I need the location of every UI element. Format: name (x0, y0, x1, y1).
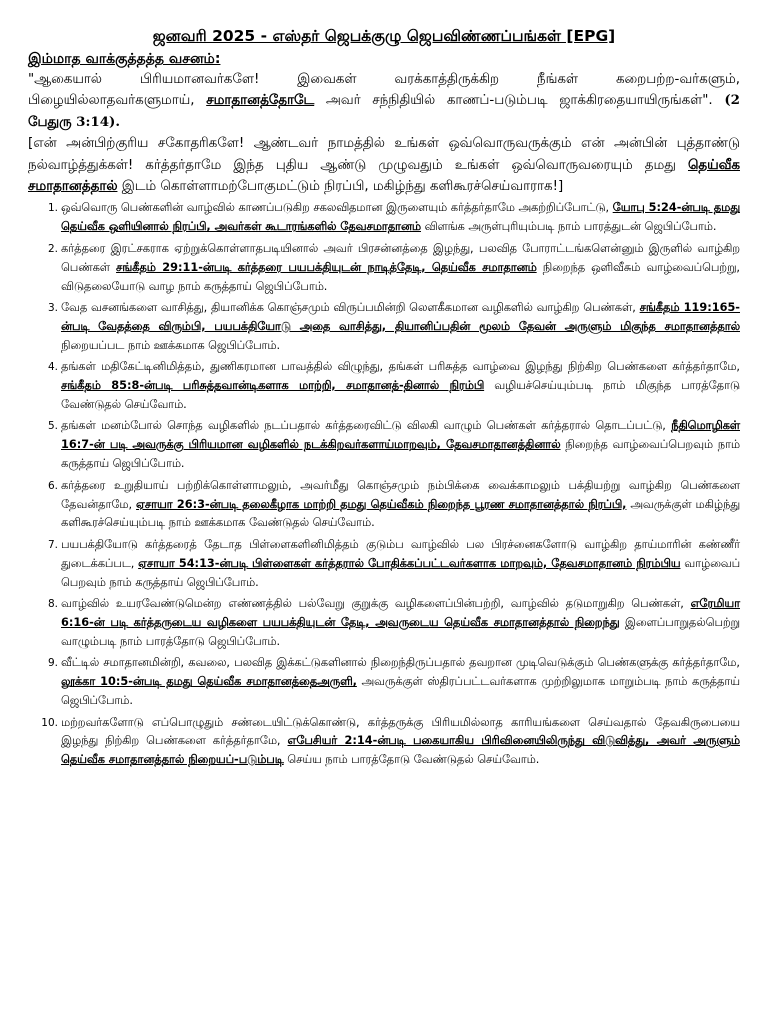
prayer-item (47, 299, 740, 356)
scripture-reference-highlight: எரேமியா 6:16-ன் படி கர்த்தருடைய வழிகளை பயபக்தியுடன் தேடி, அவருடைய தெய்வீக சமாதானத்தால் நிறைந்து (61, 597, 740, 629)
text-run: நிறைந்த ஒளிவீசும் வாழ்வைப்பெற்று, விடுதலையோடு வாழ நாம் கருத்தாய் ஜெபிப்போம். (61, 260, 740, 293)
verse-reference: (2 பேதுரு 3:14). (28, 92, 740, 130)
prayer-item-number: 1. (47, 202, 58, 215)
text-run: அவருக்குள் ஸ்திரப்பட்டவர்களாக முற்றிலுமாக மாறும்படி நாம் கருத்தாய் ஜெபிப்போம். (61, 675, 740, 708)
prayer-item-number: 4. (47, 361, 58, 374)
text-run: அவர் சந்நிதியில் காணப்-படும்படி ஜாக்கிரதையாயிருங்கள்". (314, 93, 725, 109)
prayer-item-number: 10. (41, 716, 58, 729)
prayer-item (47, 654, 740, 711)
scripture-reference-highlight: ஏசாயா 26:3-ன்படி தலைகீழாக மாற்றி தமது தெய்வீகம் நிறைந்த பூரண சமாதானத்தால் நிரப்பி, (136, 497, 627, 511)
prayer-item-number: 6. (47, 479, 58, 492)
document-title: ஜனவரி 2025 - எஸ்தர் ஜெபக்குழு ஜெபவிண்ணப்பங்கள் [EPG] (152, 27, 616, 45)
prayer-item (47, 358, 740, 415)
scripture-reference-highlight: சமாதானத்தோடே (206, 93, 315, 109)
text-run: விளங்க அருள்புரியும்படி நாம் பாரத்துடன் ஜெபிப்போம். (421, 220, 717, 234)
text-run: வீட்டில் சமாதானமின்றி, கவலை, பலவித இக்கட்டுகளினால் நிறைந்திருப்பதால் தவறான முடிவெடுக்கும் பெண்களுக்கு கர்த்தர்தாமே, (61, 656, 740, 670)
text-run: வாழ்வில் உயரவேண்டுமென்ற எண்ணத்தில் பல்வேறு குறுக்கு வழிகளைப்பின்பற்றி, வாழ்வில் தடுமாறுகிற பெண்கள், (61, 597, 691, 611)
prayer-item (47, 199, 740, 237)
text-run: தங்கள் மனம்போல் சொந்த வழிகளில் நடப்பதால் கர்த்தரைவிட்டு விலகி வாழும் பெண்கள் கர்த்தரால் தொடப்பட்டு, (61, 419, 672, 433)
greeting-paragraph (28, 133, 740, 197)
prayer-item (41, 714, 740, 771)
text-run: செய்ய நாம் பாரத்தோடு வேண்டுதல் செய்வோம். (283, 753, 540, 767)
prayer-item-number: 9. (47, 657, 58, 670)
text-run: "ஆகையால் பிரியமானவர்களே! இவைகள் வரக்காத்திருக்கிற நீங்கள் கறைபற்ற-வர்களும், பிழையில்லாதவர்களுமாய், (28, 72, 740, 109)
prayer-item (47, 240, 740, 297)
scripture-reference-highlight: யோபு 5:24-ன்படி தமது தெய்வீக ஒளியினால் நிரப்பி, அவர்கள் கூடாரங்களில் தேவசமாதானம் (61, 201, 740, 234)
scripture-reference-highlight: தெய்வீக சமாதானத்தால் (28, 157, 740, 195)
scripture-reference-highlight: ஏசாயா 54:13-ன்படி பிள்ளைகள் கர்த்தரால் போதிக்கப்பட்டவர்களாக மாறவும், தேவசமாதானம் நிரம்பிய (138, 556, 681, 570)
text-run: பயபக்தியோடு கர்த்தரைத் தேடாத பிள்ளைகளினிமித்தம் குடும்ப வாழ்வில் பல பிரச்னைகளோடு வாழ்கிற தாய்மாரின் கண்ணீர் துடைக்கப்பட, (61, 537, 740, 570)
text-run: கர்த்தரை உறுதியாய் பற்றிக்கொள்ளாமலும், அவர்மீது கொஞ்சமும் நம்பிக்கை வைக்காமலும் பக்தியற்று வாழ்கிற பெண்களை தேவன்தாமே, (61, 478, 740, 511)
promise-verse (28, 69, 740, 133)
prayer-item-number: 5. (47, 420, 58, 433)
scripture-reference-highlight: சங்கீதம் 119:165-ன்படி வேதத்தை விரும்பி, பயபக்தியோடு அதை வாசித்து, தியானிப்பதின் மூலம் தேவன் அருளும் மிகுந்த சமாதானத்தால் (61, 300, 740, 333)
text-run: மற்றவர்களோடு எப்பொழுதும் சண்டையிட்டுக்கொண்டு, கர்த்தருக்கு பிரியமில்லாத காரியங்களை செய்வதால் தேவகிருபையை இழந்து நிற்கிற பெண்களை கர்த்தர்தாமே, (61, 715, 740, 748)
scripture-reference-highlight: எபேசியர் 2:14-ன்படி பகையாகிய பிரிவினையிலிருந்து விடுவித்து, அவர் அருளும் தெய்வீக சமாதானத்தால் நிறையப்-படும்படி (61, 734, 740, 767)
prayer-item-number: 3. (47, 301, 58, 314)
text-run: ஒவ்வொரு பெண்களின் வாழ்வில் காணப்படுகிற சகலவிதமான இருளையும் கர்த்தர்தாமே அகற்றிப்போட்டு, (61, 201, 613, 215)
prayer-item (47, 477, 740, 534)
verse-heading: இம்மாத வாக்குத்தத்த வசனம்: (28, 51, 221, 67)
text-run: அவருக்குள் மகிழ்ந்து களிகூரச்செய்யும்படி நாம் ஊக்கமாக வேண்டுதல் செய்வோம். (61, 497, 740, 530)
text-run: நிறைந்த வாழ்வைப்பெறவும் நாம் கருத்தாய் ஜெபிப்போம். (61, 438, 741, 471)
scripture-reference-highlight: நீதிமொழிகள் 16:7-ன் படி அவருக்கு பிரியமான வழிகளில் நடக்கிறவர்களாய்மாறவும், தேவசமாதானத்தினால் (61, 419, 740, 452)
text-run: வேத வசனங்களை வாசித்து, தியானிக்க கொஞ்சமும் விருப்பமின்றி லௌகீகமான வழிகளில் வாழ்கிற பெண்கள், (61, 300, 640, 314)
prayer-item-number: 2. (47, 242, 58, 255)
text-run: தங்கள் மதிகேட்டினிமித்தம், துணிகரமான பாவத்தில் விழுந்து, தங்கள் பரிசுத்த வாழ்வை இழந்து நிற்கிற பெண்களை கர்த்தர்தாமே, (61, 360, 740, 374)
prayer-item-number: 8. (47, 598, 58, 611)
scripture-reference-highlight: சங்கீதம் 85:8-ன்படி பரிசுத்தவான்டிகளாக மாற்றி, சமாதானத்-தினால் நிரம்பி (61, 379, 485, 393)
prayer-item-number: 7. (47, 538, 58, 551)
prayer-item (47, 536, 740, 593)
text-run: இடம் கொள்ளாமற்போகுமட்டும் நிரப்பி, மகிழ்ந்து களிகூரச்செய்வாராக!] (117, 179, 564, 195)
text-run: [என் அன்பிற்குரிய சகோதரிகளே! ஆண்டவர் நாமத்தில் உங்கள் ஒவ்வொருவருக்கும் என் அன்பின் புத்தாண்டு நல்வாழ்த்துக்கள்! கர்த்தர்தாமே இந்த புதிய ஆண்டு முழுவதும் உங்கள் ஒவ்வொருவரையும் தமது (28, 136, 740, 173)
scripture-reference-highlight: லூக்கா 10:5-ன்படி தமது தெய்வீக சமாதானத்தைஅருளி, (61, 675, 357, 689)
prayer-request-list (28, 199, 740, 770)
text-run: நிறையப்பட நாம் ஊக்கமாக ஜெபிப்போம். (61, 338, 281, 352)
text-run: வாழ்வைப் பெறவும் நாம் கருத்தாய் ஜெபிப்போம். (61, 556, 740, 589)
scripture-reference-highlight: சங்கீதம் 29:11-ன்படி கர்த்தரை பயபக்தியுடன் நாடித்தேடி, தெய்வீக சமாதானம் (116, 260, 537, 274)
prayer-item (47, 595, 740, 652)
text-run: இளைப்பாறுதல்பெற்று வாழும்படி நாம் பாரத்தோடு ஜெபிப்போம். (61, 615, 740, 648)
text-run: கர்த்தரை இரட்சகராக ஏற்றுக்கொள்ளாதபடியினால் அவர் பிரசன்னத்தை இழந்து, பலவித போராட்டங்களென்னும் இருளில் வாழ்கிற பெண்கள் (61, 241, 740, 274)
prayer-item (47, 417, 741, 474)
text-run: வழியச்செய்யும்படி நாம் மிகுந்த பாரத்தோடு வேண்டுதல் செய்வோம். (61, 379, 740, 411)
